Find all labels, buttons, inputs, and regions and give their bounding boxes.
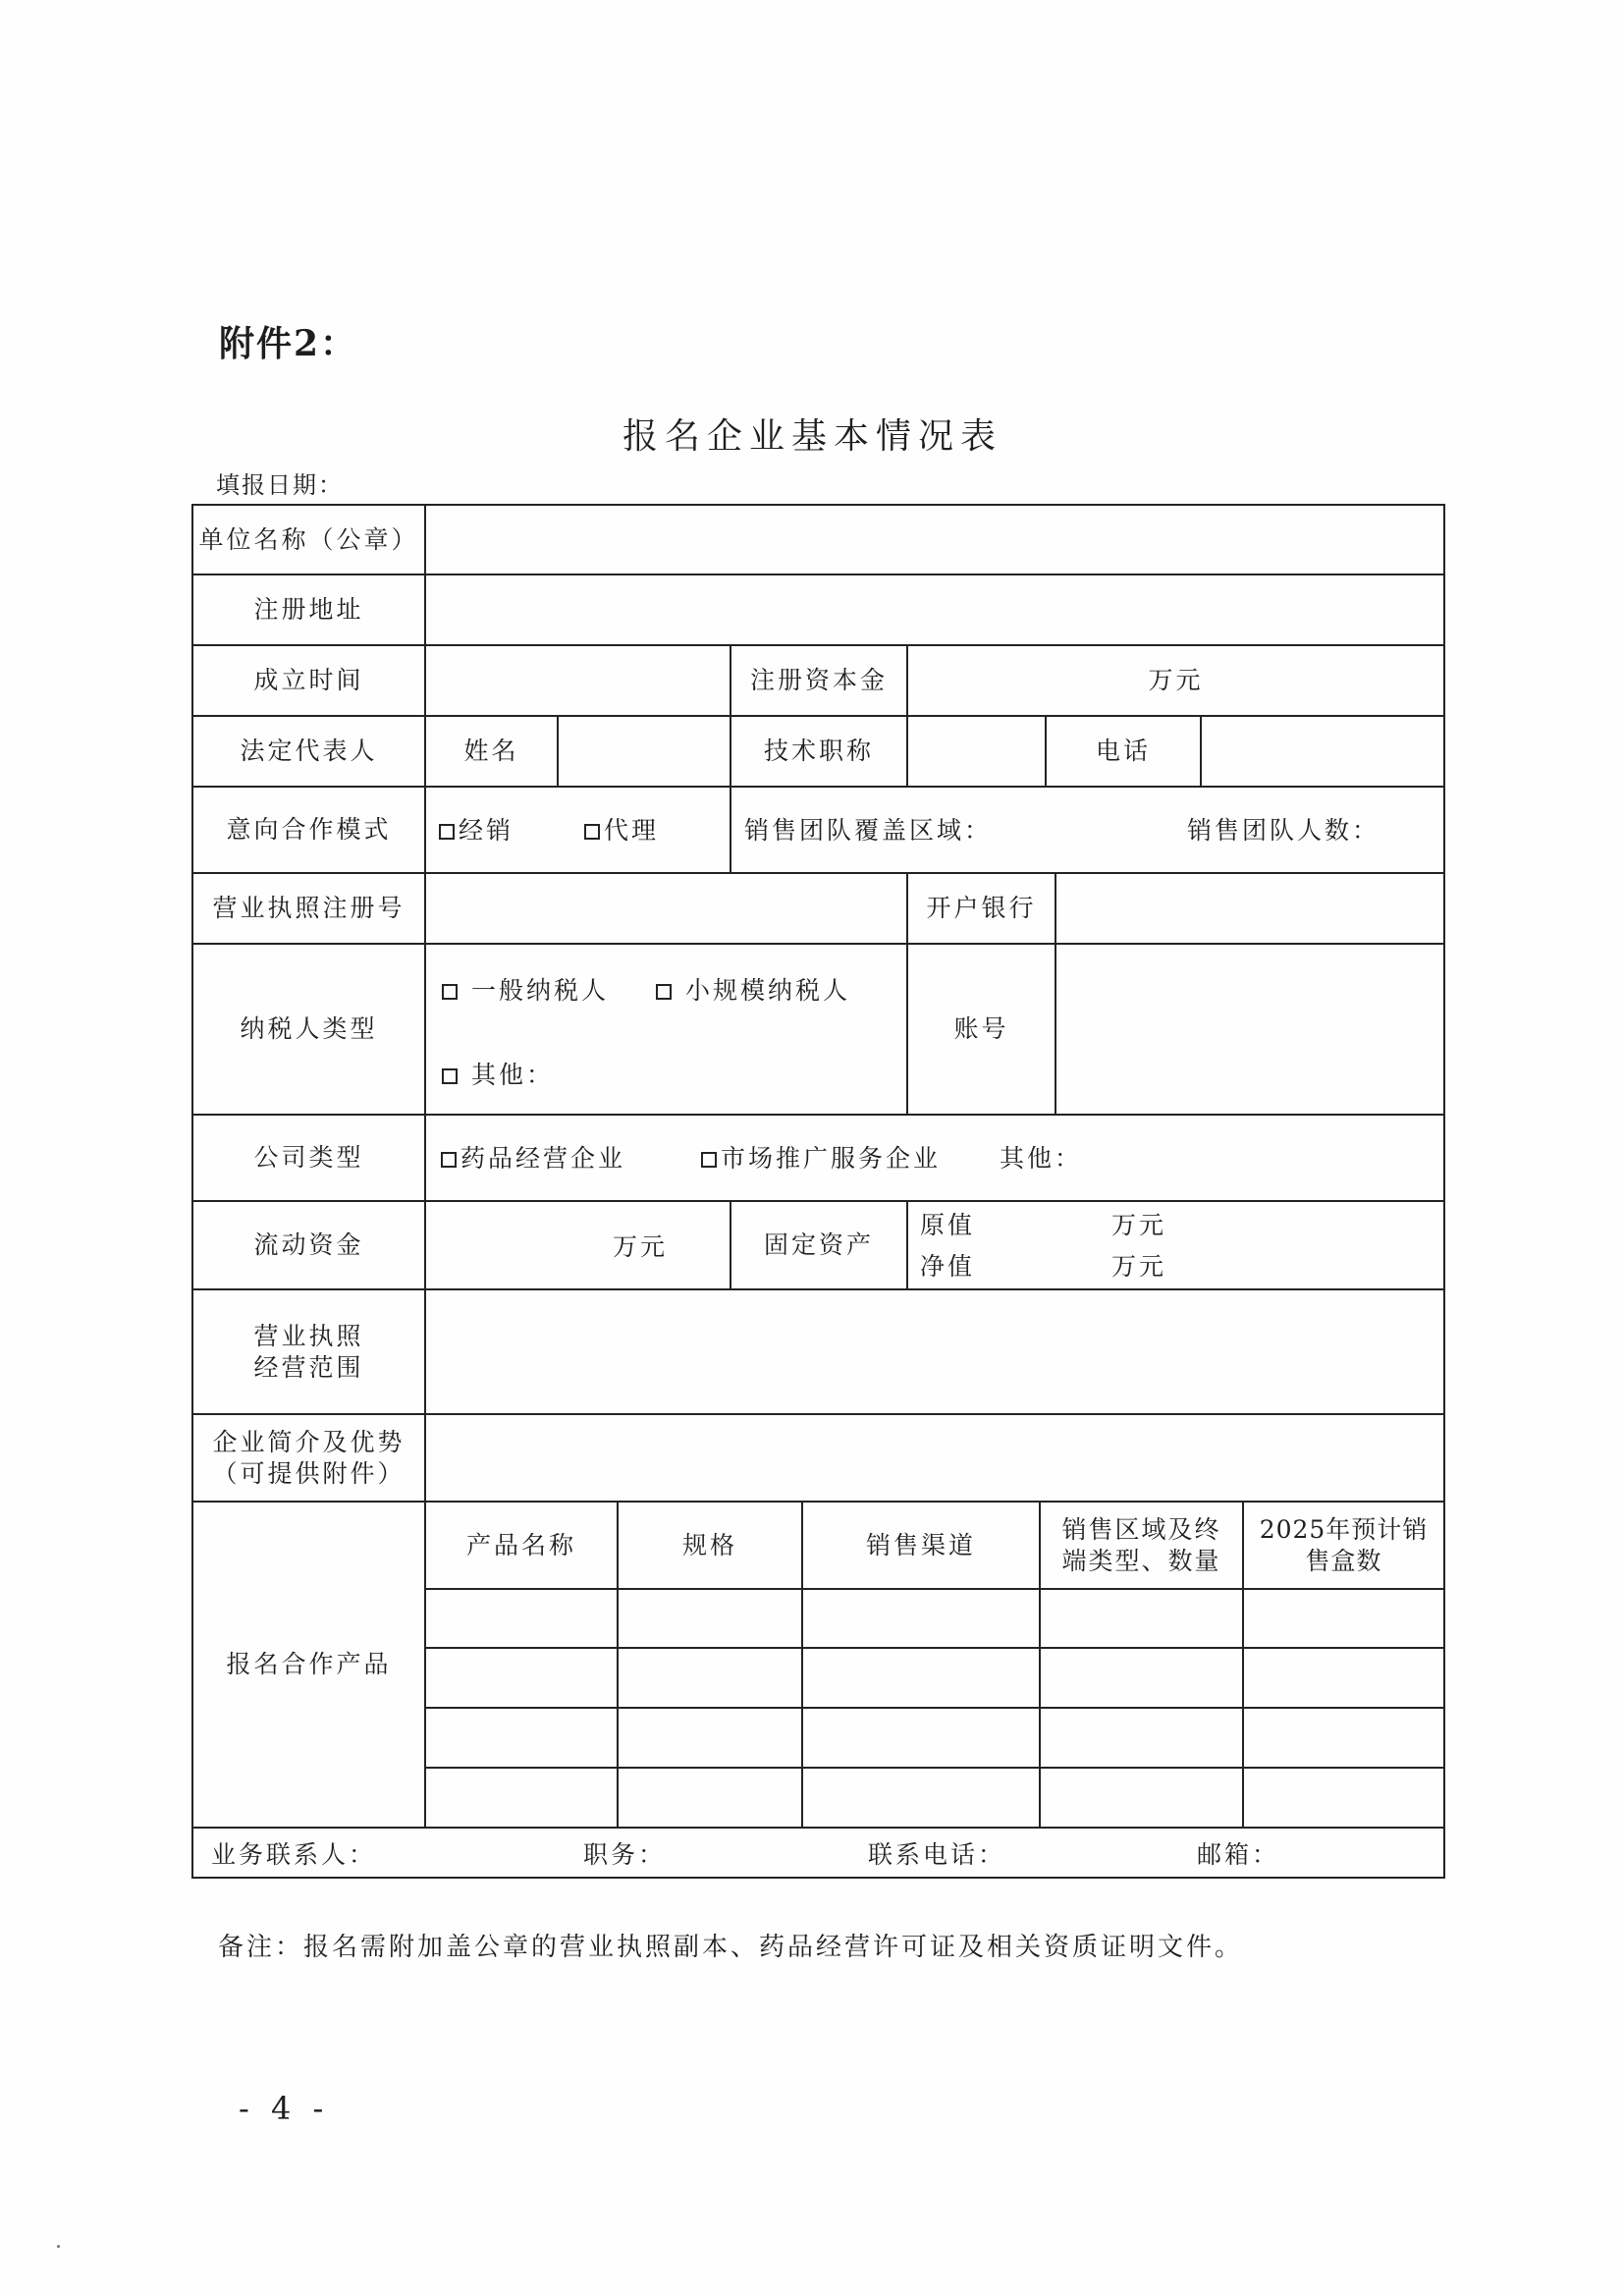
checkbox-icon[interactable] (441, 1152, 457, 1168)
product-cell[interactable] (801, 1767, 1041, 1829)
option-general-taxpayer-label: 一般纳税人 (471, 976, 610, 1005)
products-col-header (1242, 1501, 1445, 1590)
product-cell[interactable] (1039, 1707, 1244, 1769)
option-agency-label: 代理 (604, 816, 660, 845)
checkbox-icon[interactable] (701, 1152, 717, 1168)
product-cell[interactable] (1242, 1707, 1445, 1769)
products-col-header (1039, 1501, 1244, 1590)
company-profile-label-line: （可提供附件） (212, 1458, 406, 1488)
fixed-assets-label-text: 固定资产 (763, 1230, 874, 1260)
option-pharma-distributor-label: 药品经营企业 (460, 1144, 626, 1173)
option-small-taxpayer[interactable] (656, 975, 850, 1006)
registered-address-label-text: 注册地址 (253, 595, 364, 625)
products-label (191, 1501, 426, 1829)
legal-rep-title-field[interactable] (906, 715, 1047, 788)
cooperation-mode-options (424, 786, 731, 874)
legal-rep-title-label-text: 技术职称 (763, 737, 874, 766)
product-cell[interactable] (801, 1707, 1041, 1769)
fixed-assets-label (730, 1200, 908, 1290)
company-name-label (191, 504, 426, 575)
product-cell[interactable] (424, 1647, 619, 1709)
option-agency[interactable] (584, 815, 659, 846)
registered-capital-label (730, 644, 908, 717)
established-label (191, 644, 426, 717)
col-header-text: 销售区域及终 (1061, 1515, 1221, 1545)
product-cell[interactable] (801, 1647, 1041, 1709)
products-col-header (424, 1501, 619, 1590)
checkbox-icon[interactable] (584, 824, 600, 840)
account-field[interactable] (1055, 943, 1445, 1116)
fill-date-label: 填报日期： (216, 471, 344, 499)
legal-rep-label (191, 715, 426, 788)
checkbox-icon[interactable] (442, 984, 458, 1000)
products-col-header (801, 1501, 1041, 1590)
legal-rep-name-label-text: 姓名 (463, 737, 519, 766)
checkbox-icon[interactable] (656, 984, 672, 1000)
legal-rep-phone-label (1045, 715, 1202, 788)
product-cell[interactable] (424, 1767, 619, 1829)
bank-label-text: 开户银行 (926, 894, 1037, 923)
account-label-text: 账号 (953, 1014, 1009, 1044)
sales-coverage-label: 销售团队覆盖区域： (744, 816, 993, 845)
bank-label (906, 872, 1056, 945)
company-name-field[interactable] (424, 504, 1445, 575)
option-distribution-label: 经销 (459, 816, 514, 845)
license-number-label (191, 872, 426, 945)
net-value-label: 净值 (920, 1252, 976, 1281)
contact-row[interactable] (191, 1827, 1445, 1879)
company-type-other-label[interactable]: 其他： (1000, 1144, 1083, 1173)
company-type-label-text: 公司类型 (253, 1143, 364, 1173)
products-label-text: 报名合作产品 (226, 1650, 392, 1679)
form-title: 报名企业基本情况表 (622, 416, 1003, 457)
cooperation-mode-label (191, 786, 426, 874)
product-cell[interactable] (801, 1588, 1041, 1649)
product-cell[interactable] (617, 1707, 803, 1769)
contact-person-label: 业务联系人： (211, 1840, 377, 1869)
sales-team-field[interactable] (730, 786, 1445, 874)
option-marketing-service[interactable] (701, 1143, 941, 1174)
bank-field[interactable] (1055, 872, 1445, 945)
company-name-label-text: 单位名称（公章） (198, 524, 419, 554)
product-cell[interactable] (1242, 1647, 1445, 1709)
legal-rep-phone-label-text: 电话 (1095, 737, 1151, 766)
legal-rep-label-text: 法定代表人 (240, 737, 378, 766)
working-capital-unit: 万元 (613, 1232, 669, 1261)
col-header-text: 售盒数 (1305, 1546, 1382, 1575)
checkbox-icon[interactable] (442, 1068, 458, 1084)
registered-capital-label-text: 注册资本金 (749, 666, 888, 695)
registered-capital-unit: 万元 (1148, 666, 1204, 695)
taxpayer-type-options (424, 943, 908, 1116)
option-general-taxpayer[interactable] (442, 975, 609, 1006)
product-cell[interactable] (424, 1588, 619, 1649)
option-other-taxpayer[interactable] (442, 1060, 554, 1090)
checkbox-icon[interactable] (439, 824, 455, 840)
col-header-text: 规格 (681, 1530, 737, 1559)
company-profile-field[interactable] (424, 1413, 1445, 1503)
option-marketing-service-label: 市场推广服务企业 (721, 1144, 942, 1173)
col-header-text: 销售渠道 (865, 1530, 976, 1559)
option-distribution[interactable] (439, 815, 514, 846)
company-profile-label-line: 企业简介及优势 (212, 1428, 406, 1457)
contact-position-label: 职务： (583, 1840, 667, 1869)
product-cell[interactable] (1039, 1588, 1244, 1649)
legal-rep-name-field[interactable] (557, 715, 731, 788)
working-capital-field[interactable] (424, 1200, 731, 1290)
col-header-text: 2025年预计销 (1259, 1515, 1429, 1545)
working-capital-label (191, 1200, 426, 1290)
working-capital-label-text: 流动资金 (253, 1230, 364, 1260)
option-pharma-distributor[interactable] (441, 1143, 625, 1174)
product-cell[interactable] (1242, 1767, 1445, 1829)
original-value-label: 原值 (920, 1211, 976, 1239)
products-col-header (617, 1501, 803, 1590)
col-header-text: 产品名称 (465, 1530, 576, 1559)
product-cell[interactable] (1039, 1647, 1244, 1709)
legal-rep-phone-field[interactable] (1200, 715, 1445, 788)
net-value-unit: 万元 (1111, 1252, 1167, 1281)
legal-rep-name-label (424, 715, 559, 788)
page-number: - 4 - (239, 2090, 330, 2127)
sales-team-size-label: 销售团队人数： (1187, 816, 1380, 845)
license-number-label-text: 营业执照注册号 (212, 894, 406, 923)
taxpayer-type-label (191, 943, 426, 1116)
legal-rep-title-label (730, 715, 908, 788)
account-label (906, 943, 1056, 1116)
fixed-assets-field[interactable] (906, 1200, 1445, 1290)
contact-phone-label: 联系电话： (868, 1840, 1006, 1869)
option-other-taxpayer-label: 其他： (471, 1061, 555, 1089)
established-label-text: 成立时间 (253, 666, 364, 695)
business-scope-label (191, 1288, 426, 1415)
product-cell[interactable] (617, 1588, 803, 1649)
company-profile-label (191, 1413, 426, 1503)
product-cell[interactable] (1039, 1767, 1244, 1829)
product-cell[interactable] (424, 1707, 619, 1769)
registered-capital-field[interactable] (906, 644, 1445, 717)
contact-email-label: 邮箱： (1197, 1840, 1280, 1869)
taxpayer-type-label-text: 纳税人类型 (240, 1014, 378, 1044)
company-type-label (191, 1114, 426, 1202)
scan-speck (57, 2245, 60, 2248)
option-small-taxpayer-label: 小规模纳税人 (685, 976, 851, 1005)
product-cell[interactable] (617, 1767, 803, 1829)
cooperation-mode-label-text: 意向合作模式 (226, 815, 392, 845)
footnote: 备注：报名需附加盖公章的营业执照副本、药品经营许可证及相关资质证明文件。 (218, 1933, 1244, 1962)
original-value-unit: 万元 (1111, 1211, 1167, 1239)
col-header-text: 端类型、数量 (1061, 1546, 1221, 1575)
business-scope-field[interactable] (424, 1288, 1445, 1415)
business-scope-label-line: 经营范围 (253, 1352, 364, 1382)
company-type-options (424, 1114, 1445, 1202)
license-number-field[interactable] (424, 872, 908, 945)
business-scope-label-line: 营业执照 (253, 1322, 364, 1351)
product-cell[interactable] (617, 1647, 803, 1709)
established-field[interactable] (424, 644, 731, 717)
product-cell[interactable] (1242, 1588, 1445, 1649)
registered-address-field[interactable] (424, 574, 1445, 646)
attachment-label: 附件2： (219, 323, 358, 364)
registered-address-label (191, 574, 426, 646)
